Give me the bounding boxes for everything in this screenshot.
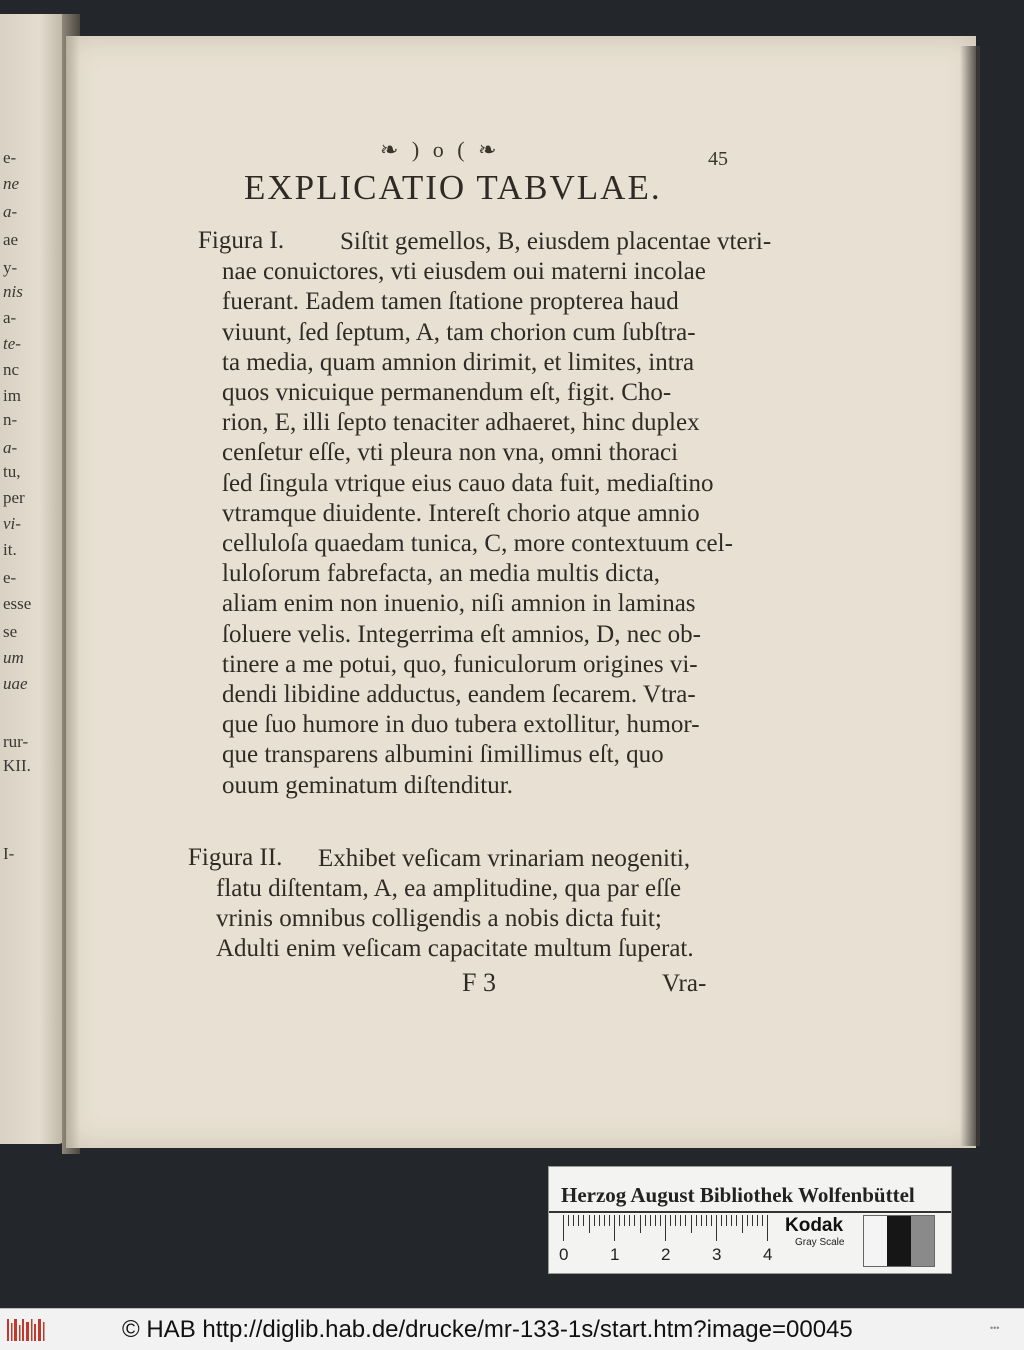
ruler-tick <box>680 1215 681 1226</box>
text-line: tinere a me potui, quo, funiculorum origines vi- <box>222 650 698 678</box>
ruler-tick <box>640 1215 641 1233</box>
ruler-number: 1 <box>610 1245 620 1264</box>
text-line: Siſtit gemellos, B, eiusdem placentae vteri- <box>340 228 772 255</box>
previous-page-fragment: um <box>3 648 24 667</box>
ruler-tick <box>726 1215 727 1226</box>
gray-swatch <box>911 1216 934 1266</box>
text-line: flatu diſtentam, A, ea amplitudine, qua par eſſe <box>216 875 682 902</box>
color-calibration-card <box>548 1166 952 1274</box>
status-bar <box>0 1308 1024 1350</box>
ruler-tick <box>762 1215 763 1226</box>
previous-page-fragment: a- <box>3 438 18 457</box>
previous-page-fragment: ne <box>3 174 20 193</box>
text-line: vtramque diuidente. Intereſt chorio atque amnio <box>222 499 700 527</box>
previous-page-fragment: nc <box>3 360 20 379</box>
ruler-tick <box>645 1215 646 1226</box>
previous-page-fragment: nis <box>3 282 23 301</box>
previous-page-fragment: per <box>3 488 25 507</box>
ruler-number: 0 <box>559 1245 569 1264</box>
ruler-tick <box>573 1215 574 1226</box>
ruler-tick <box>629 1215 630 1226</box>
ruler-tick <box>563 1215 564 1241</box>
measurement-ruler <box>563 1215 769 1245</box>
text-line: viuunt, ſed ſeptum, A, tam chorion cum ſubſtra- <box>222 318 696 346</box>
previous-page-fragment: vi- <box>3 514 21 533</box>
text-line: quos vnicuique permanendum eſt, figit. Cho- <box>222 379 672 406</box>
text-line: ouum geminatum diſtenditur. <box>222 771 513 799</box>
text-line: Adulti enim veſicam capacitate multum ſuperat. <box>216 935 694 962</box>
ruler-tick <box>624 1215 625 1226</box>
previous-page-fragment: it. <box>3 540 17 559</box>
ruler-tick <box>619 1215 620 1226</box>
text-line: dendi libidine adductus, eandem ſecarem. Vtra- <box>222 681 696 708</box>
ruler-tick <box>670 1215 671 1226</box>
image-credit-url[interactable]: © HAB http://diglib.hab.de/drucke/mr-133-1s/start.htm?image=00045 <box>122 1316 853 1343</box>
ruler-tick <box>594 1215 595 1226</box>
card-divider <box>549 1211 951 1213</box>
ruler-number: 2 <box>661 1245 671 1264</box>
hab-barcode-logo-icon <box>6 1317 48 1343</box>
text-line: celluloſa quaedam tunica, C, more contextuum cel- <box>222 530 733 557</box>
ruler-tick <box>711 1215 712 1226</box>
ruler-tick <box>665 1215 666 1241</box>
ruler-tick <box>650 1215 651 1226</box>
ruler-tick <box>614 1215 615 1241</box>
previous-page-fragment: te- <box>3 334 21 353</box>
figure-label: Figura II. <box>188 844 283 871</box>
previous-page-fragment: tu, <box>3 462 21 481</box>
catchword: Vra- <box>662 970 707 997</box>
ruler-tick <box>568 1215 569 1226</box>
status-indicator: ••• <box>990 1323 1000 1333</box>
ruler-tick <box>716 1215 717 1241</box>
previous-page-fragment: n- <box>3 410 18 429</box>
text-line: ſed ſingula vtrique eius cauo data fuit, mediaſtino <box>222 469 714 497</box>
ruler-number: 4 <box>763 1245 773 1264</box>
text-line: vrinis omnibus colligendis a nobis dicta fuit; <box>216 905 662 932</box>
ruler-tick <box>675 1215 676 1226</box>
previous-page-fragment: a- <box>3 308 17 327</box>
previous-page-fragment: esse <box>3 594 32 613</box>
previous-page-fragment: I- <box>3 844 15 863</box>
ruler-tick <box>589 1215 590 1233</box>
text-line: ſoluere velis. Integerrima eſt amnios, D, nec ob- <box>222 620 702 648</box>
printer-signature: F 3 <box>462 968 496 997</box>
gray-swatch <box>887 1216 910 1266</box>
ruler-tick <box>742 1215 743 1233</box>
text-line: luloſorum fabrefacta, an media multis dicta, <box>222 560 661 588</box>
previous-page-fragment: se <box>3 622 18 641</box>
ruler-tick <box>752 1215 753 1226</box>
text-line: rion, E, illi ſepto tenaciter adhaeret, hinc duplex <box>222 409 700 437</box>
text-line: que ſuo humore in duo tubera extollitur, humor- <box>222 711 700 739</box>
ruler-tick <box>731 1215 732 1226</box>
ruler-tick <box>583 1215 584 1226</box>
previous-page-fragment: e- <box>3 568 17 587</box>
text-line: ta media, quam amnion dirimit, et limites, intra <box>222 348 695 376</box>
ruler-tick <box>706 1215 707 1226</box>
text-line: nae conuictores, vti eiusdem oui materni incolae <box>222 258 706 286</box>
ruler-tick <box>696 1215 697 1226</box>
gray-swatch <box>864 1216 887 1266</box>
previous-page-fragment: a- <box>3 202 18 221</box>
text-line: Exhibet veſicam vrinariam neogeniti, <box>318 845 691 872</box>
ruler-tick <box>599 1215 600 1226</box>
ruler-tick <box>609 1215 610 1226</box>
ruler-tick <box>701 1215 702 1226</box>
previous-page-fragment: KII. <box>3 756 31 775</box>
ruler-tick <box>757 1215 758 1226</box>
ruler-tick <box>578 1215 579 1226</box>
ruler-number: 3 <box>712 1245 722 1264</box>
previous-page-fragment: rur- <box>3 732 29 751</box>
ruler-tick <box>767 1215 768 1241</box>
page-number: 45 <box>708 148 728 170</box>
previous-page-fragment: uae <box>3 674 28 693</box>
ruler-tick <box>604 1215 605 1226</box>
ruler-tick <box>655 1215 656 1226</box>
text-line: cenſetur eſſe, vti pleura non vna, omni thoraci <box>222 439 679 467</box>
ruler-tick <box>747 1215 748 1226</box>
previous-page-fragment: y- <box>3 258 18 277</box>
page-right-edge-shadow <box>960 46 980 1146</box>
ruler-tick <box>660 1215 661 1226</box>
page-spine-shadow <box>66 36 80 1148</box>
ruler-tick <box>721 1215 722 1226</box>
ruler-tick <box>634 1215 635 1226</box>
gray-scale-swatches <box>863 1215 935 1267</box>
library-name: Herzog August Bibliothek Wolfenbüttel <box>561 1183 915 1207</box>
previous-page-fragment: e- <box>3 148 17 167</box>
running-head-ornament: ❧ ) o ( ❧ <box>380 137 501 162</box>
gray-scale-label: Gray Scale <box>795 1237 845 1248</box>
text-line: fuerant. Eadem tamen ſtatione propterea haud <box>222 288 679 316</box>
kodak-brand: Kodak <box>785 1215 844 1236</box>
text-line: que transparens albumini ſimillimus eſt, quo <box>222 741 664 769</box>
ruler-tick <box>691 1215 692 1233</box>
previous-page-fragment: im <box>3 386 21 405</box>
page-title: EXPLICATIO TABVLAE. <box>244 168 662 207</box>
text-line: aliam enim non inuenio, niſi amnion in laminas <box>222 590 696 618</box>
figure-label: Figura I. <box>198 227 285 254</box>
previous-page-fragment: ae <box>3 230 19 249</box>
ruler-tick <box>685 1215 686 1226</box>
ruler-tick <box>736 1215 737 1226</box>
